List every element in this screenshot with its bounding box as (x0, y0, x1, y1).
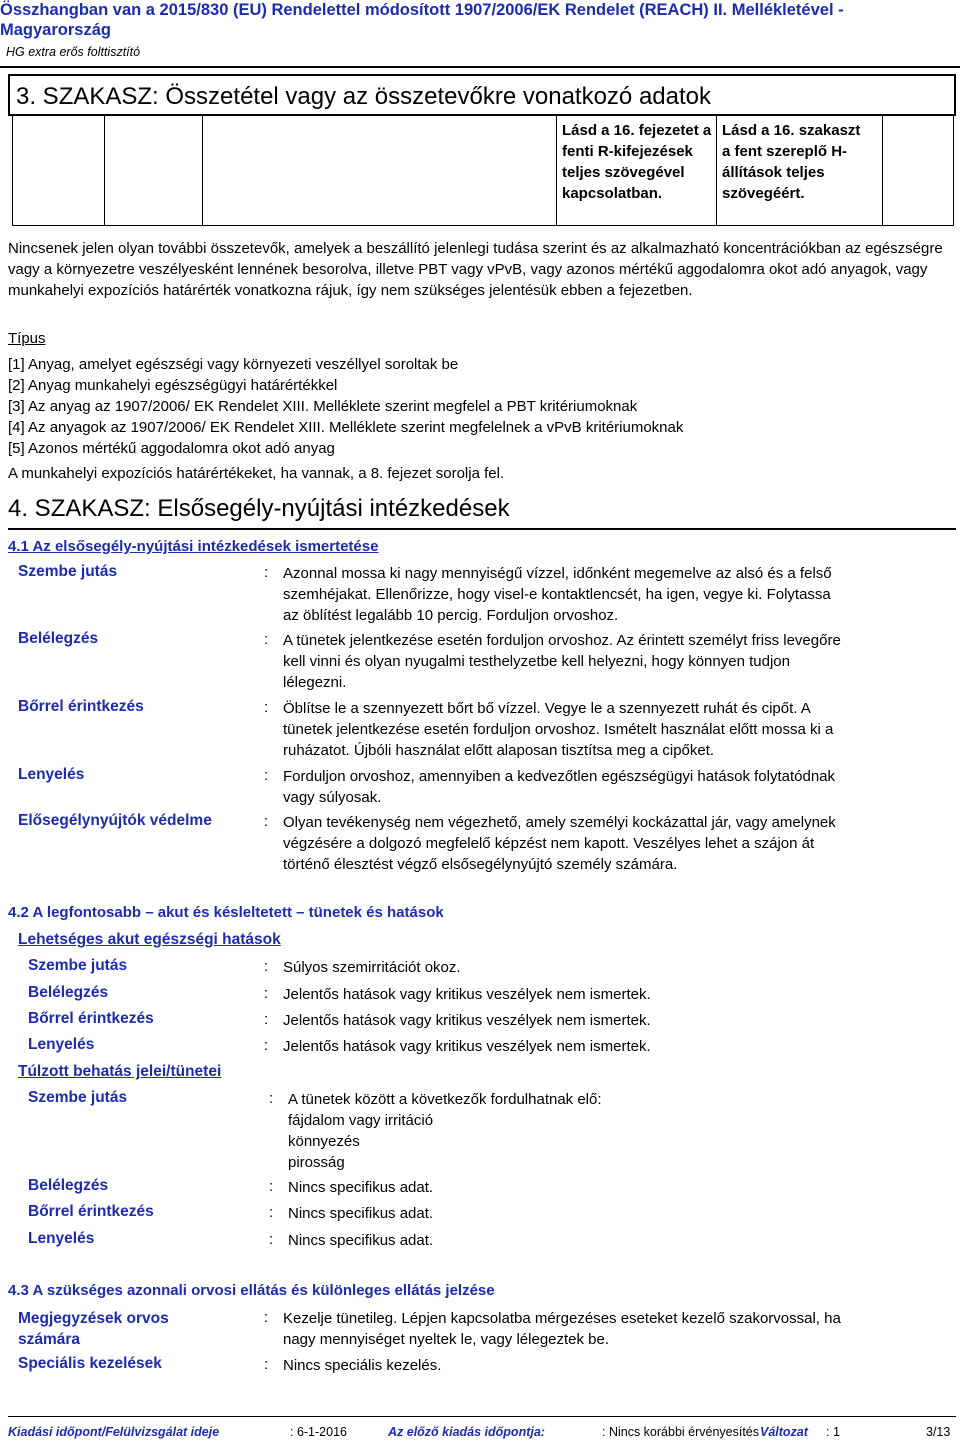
over-ingestion-label: Lenyelés (28, 1230, 95, 1247)
section4-divider (8, 528, 956, 530)
firstaid-ingestion-text: Forduljon orvoshoz, amennyiben a kedvezőtlen egészségügyi hatások folytatódnak vagy súlyosak. (283, 768, 836, 806)
issue-date-value: : 6-1-2016 (290, 1425, 347, 1439)
type-item: [5] Azonos mértékű aggodalomra okot adó anyag (8, 440, 335, 457)
type-item: [4] Az anyagok az 1907/2006/ EK Rendelet XIII. Melléklete szerint megfelelnek a vPvB kritériumoknak (8, 419, 684, 436)
colon: : (264, 699, 269, 716)
firstaid-eye-text: Azonnal mossa ki nagy mennyiségű vízzel, időnként megemelve az alsó és a felső szemhéjakat. Ellenőrizze, hogy visel-e kontaktlencsét, ha igen, vegye ki. Folytassa az öblítést legalább 10 percig. Forduljon orvoshoz. (283, 565, 832, 624)
medical-notes-text: Kezelje tünetileg. Lépjen kapcsolatba mérgezéses eseteket kezelő szakorvossal, ha nagy mennyiséget nyeltek le, vagy lélegeztek be. (283, 1310, 841, 1348)
colon: : (269, 1090, 274, 1107)
page-number: 3/13 (926, 1425, 951, 1439)
footer-divider (8, 1416, 956, 1417)
table-col-divider (104, 116, 105, 226)
acute-ingestion-text: Jelentős hatások vagy kritikus veszélyek nem ismertek. (283, 1038, 651, 1055)
over-inhalation-text: Nincs specifikus adat. (288, 1179, 434, 1196)
document-header-title: Összhangban van a 2015/830 (EU) Rendelettel módosított 1907/2006/EK Rendelet (REACH) II. Mellékletével - Magyarország (0, 1, 844, 39)
over-eye-text: A tünetek között a következők fordulhatnak elő: fájdalom vagy irritáció könnyezés pirosság (288, 1091, 602, 1171)
header-divider (0, 66, 960, 68)
subsection-4-1-heading: 4.1 Az elsősegély-nyújtási intézkedések ismertetése (8, 538, 379, 555)
type-item: [1] Anyag, amelyet egészségi vagy környezeti veszéllyel soroltak be (8, 356, 459, 373)
type-legend-list (8, 354, 683, 459)
firstaid-inhalation-text: A tünetek jelentkezése esetén forduljon orvoshoz. Az érintett személyt friss levegőre kell vinni és olyan nyugalmi testhelyzetbe kell helyezni, hogy könnyen tudjon lélegezni. (283, 632, 841, 691)
section3-title: 3. SZAKASZ: Összetétel vagy az összetevőkre vonatkozó adatok (16, 83, 712, 110)
over-inhalation-label: Belélegzés (28, 1177, 109, 1194)
no-additional-ingredients-note: Nincsenek jelen olyan további összetevők, amelyek a beszállító jelenlegi tudása szerint és az alkalmazható koncentrációkban az egészségre vagy a környezetre veszélyesként lennének besorolva, illetve PBT vagy vPvB, vagy azonos mértékű aggodalomra okot adó anyagok, vagy munkahelyi expozíciós határérték vonatkozna rájuk, így nem szükséges jelentésük ebben a fejezetben. (8, 240, 943, 299)
acute-ingestion-label: Lenyelés (28, 1036, 95, 1053)
type-legend-label: Típus (8, 330, 46, 347)
type-item: [2] Anyag munkahelyi egészségügyi határértékkel (8, 377, 338, 394)
firstaid-skin-text: Öblítse le a szennyezett bőrt bő vízzel. Vegye le a szennyezett ruhát és cipőt. A tünetek jelentkezése esetén forduljon orvoshoz. Ismételt használat előtt mossa ki a ruházatot. Újbóli használat előtt alaposan tisztítsa meg a cipőket. (283, 700, 834, 759)
firstaid-responder-label: Elősegélynyújtók védelme (18, 812, 212, 829)
h-statements-reference: Lásd a 16. szakaszt a fent szereplő H-állítások teljes szövegéért. (722, 122, 861, 202)
firstaid-skin-label: Bőrrel érintkezés (18, 698, 144, 715)
over-skin-text: Nincs specifikus adat. (288, 1205, 434, 1222)
acute-eye-text: Súlyos szemirritációt okoz. (283, 959, 461, 976)
version-value: : 1 (826, 1425, 840, 1439)
over-skin-label: Bőrrel érintkezés (28, 1203, 154, 1220)
colon: : (269, 1204, 274, 1221)
exposure-limits-note: A munkahelyi expozíciós határértékeket, ha vannak, a 8. fejezet sorolja fel. (8, 465, 505, 482)
overexposure-heading: Túlzott behatás jelei/tünetei (18, 1063, 222, 1080)
over-ingestion-text: Nincs specifikus adat. (288, 1232, 434, 1249)
acute-inhalation-text: Jelentős hatások vagy kritikus veszélyek nem ismertek. (283, 986, 651, 1003)
issue-date-label: Kiadási időpont/Felülvizsgálat ideje (8, 1425, 220, 1439)
colon: : (264, 1037, 269, 1054)
table-col-divider (882, 116, 883, 226)
previous-issue-label: Az előző kiadás időpontja: (388, 1425, 545, 1439)
colon: : (264, 564, 269, 581)
colon: : (264, 985, 269, 1002)
subsection-4-3-heading: 4.3 A szükséges azonnali orvosi ellátás és különleges ellátás jelzése (8, 1282, 495, 1299)
product-name: HG extra erős folttisztító (6, 45, 141, 59)
special-treatment-label: Speciális kezelések (18, 1355, 162, 1372)
colon: : (264, 631, 269, 648)
version-label: Változat (760, 1425, 808, 1439)
colon: : (264, 767, 269, 784)
acute-effects-heading: Lehetséges akut egészségi hatások (18, 931, 281, 948)
section4-title: 4. SZAKASZ: Elsősegély-nyújtási intézkedések (8, 495, 510, 522)
table-col-divider (556, 116, 557, 226)
acute-skin-label: Bőrrel érintkezés (28, 1010, 154, 1027)
colon: : (264, 1011, 269, 1028)
firstaid-eye-label: Szembe jutás (18, 563, 118, 580)
over-eye-label: Szembe jutás (28, 1089, 128, 1106)
previous-issue-value: : Nincs korábbi érvényesítés (602, 1425, 760, 1439)
colon: : (264, 1309, 269, 1326)
firstaid-inhalation-label: Belélegzés (18, 630, 99, 647)
firstaid-responder-text: Olyan tevékenység nem végezhető, amely személyi kockázattal jár, vagy amelynek végzésére a dolgozó megfelelő képzést nem kapott. Veszélyes lehet a szájon át történő élesztést végző elsősegélynyújtó személy számára. (283, 814, 836, 873)
r-phrases-reference: Lásd a 16. fejezetet a fenti R-kifejezések teljes szövegével kapcsolatban. (562, 122, 712, 202)
table-col-divider (716, 116, 717, 226)
colon: : (264, 813, 269, 830)
subsection-4-2-heading: 4.2 A legfontosabb – akut és késleltetett – tünetek és hatások (8, 904, 444, 921)
medical-notes-label: Megjegyzések orvos számára (18, 1310, 169, 1348)
acute-skin-text: Jelentős hatások vagy kritikus veszélyek nem ismertek. (283, 1012, 651, 1029)
colon: : (269, 1231, 274, 1248)
type-item: [3] Az anyag az 1907/2006/ EK Rendelet XIII. Melléklete szerint megfelel a PBT kritériumoknak (8, 398, 638, 415)
special-treatment-text: Nincs speciális kezelés. (283, 1357, 442, 1374)
colon: : (269, 1178, 274, 1195)
colon: : (264, 1356, 269, 1373)
acute-eye-label: Szembe jutás (28, 957, 128, 974)
acute-inhalation-label: Belélegzés (28, 984, 109, 1001)
firstaid-ingestion-label: Lenyelés (18, 766, 85, 783)
table-col-divider (202, 116, 203, 226)
colon: : (264, 958, 269, 975)
